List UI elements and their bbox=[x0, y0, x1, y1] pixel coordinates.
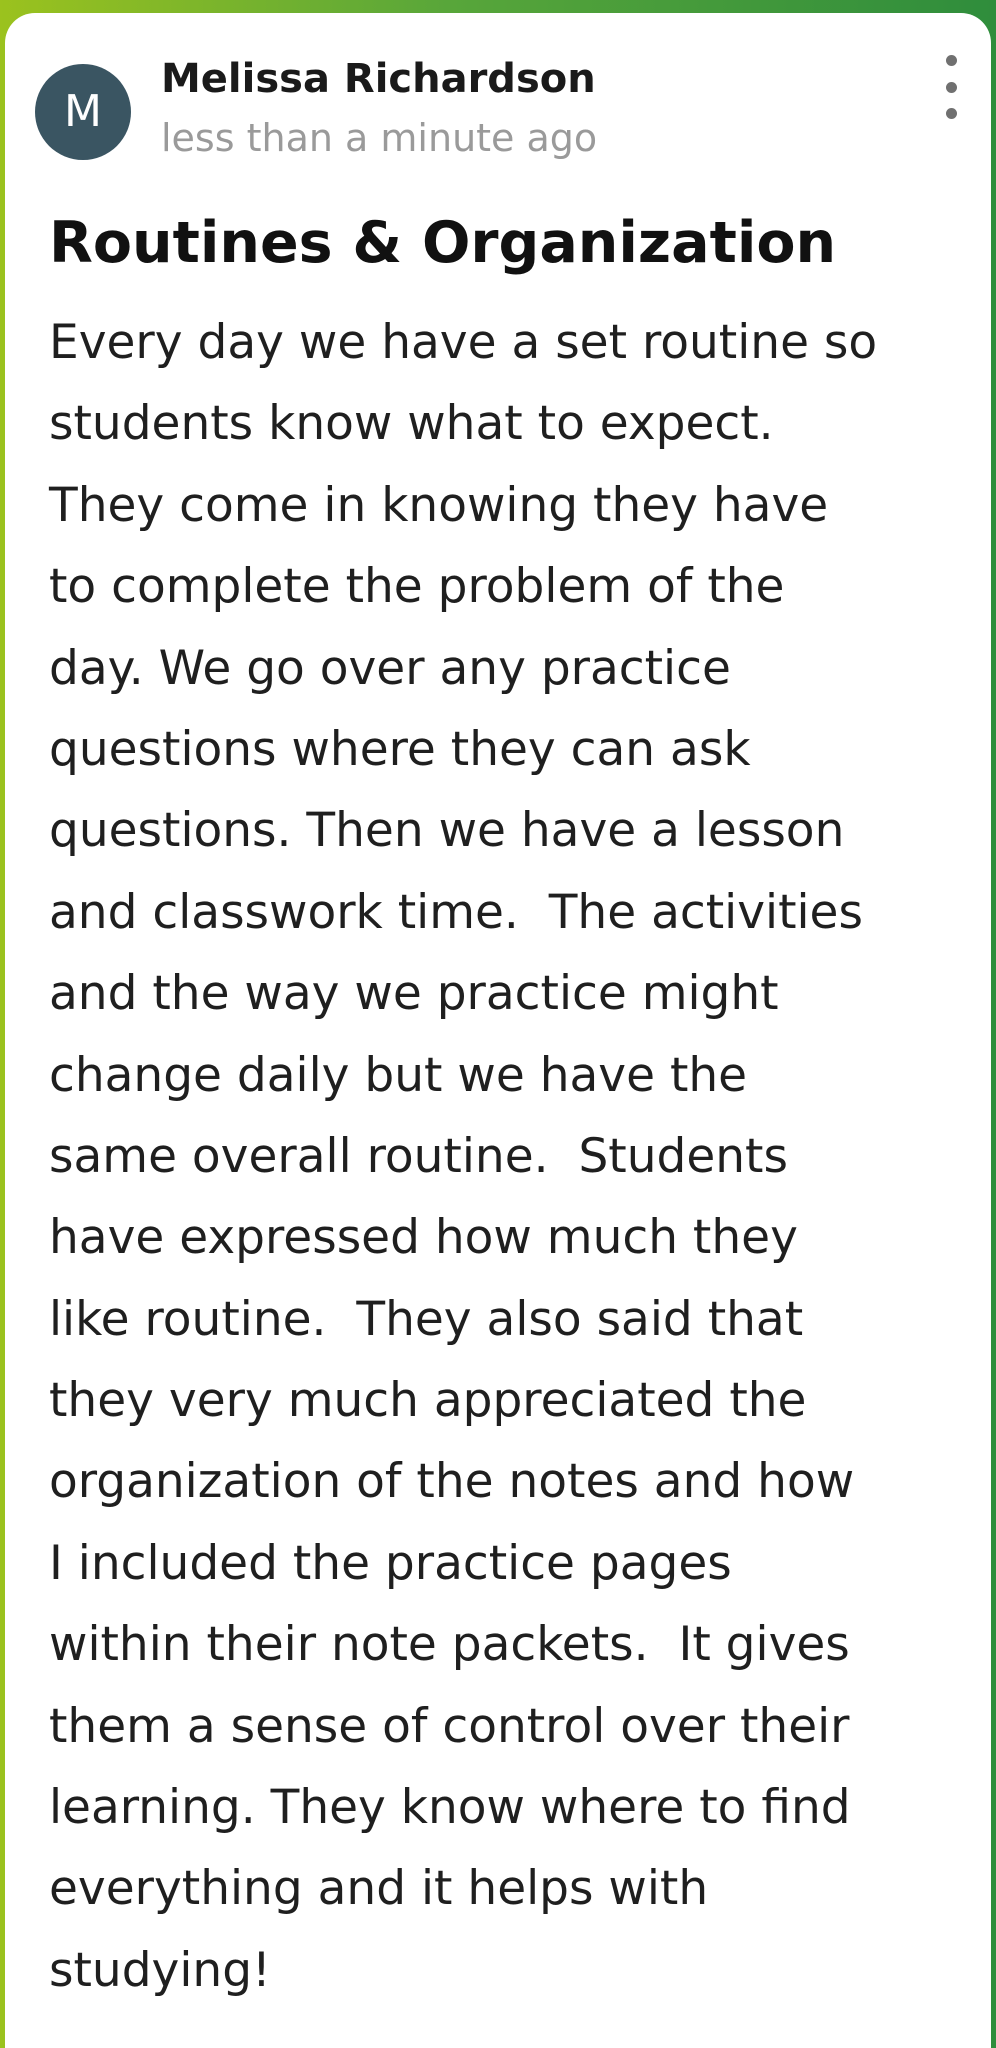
post-card bbox=[5, 13, 991, 2048]
post-body-line: Every day we have a set routine so bbox=[49, 315, 878, 370]
post-body-line: organization of the notes and how bbox=[49, 1454, 855, 1510]
post-body-line: questions where they can ask bbox=[49, 721, 751, 777]
post-body-line: day. We go over any practice bbox=[49, 640, 731, 696]
post-body-line: and classwork time. The activities bbox=[49, 884, 863, 940]
post-body-line: within their note packets. It gives bbox=[49, 1617, 850, 1673]
post-body-line: I included the practice pages bbox=[49, 1535, 732, 1591]
post-title: Routines & Organization bbox=[49, 210, 837, 276]
menu-dot bbox=[946, 55, 957, 66]
post-body-line: They come in knowing they have bbox=[49, 477, 829, 533]
more-vertical-icon[interactable] bbox=[931, 55, 971, 119]
post-body-line: they very much appreciated the bbox=[49, 1373, 807, 1429]
post-body-line: them a sense of control over their bbox=[49, 1698, 850, 1754]
post-body-line: students know what to expect. bbox=[49, 396, 774, 452]
post-body-line: learning. They know where to find bbox=[49, 1780, 851, 1836]
author-name: Melissa Richardson bbox=[161, 56, 596, 102]
post-body-line: to complete the problem of the bbox=[49, 559, 785, 615]
post-body-line: same overall routine. Students bbox=[49, 1128, 788, 1184]
post-body-line: and the way we practice might bbox=[49, 966, 779, 1022]
post-body bbox=[49, 302, 949, 2011]
post-timestamp: less than a minute ago bbox=[161, 116, 598, 160]
post-body-line: have expressed how much they bbox=[49, 1210, 798, 1266]
post-body-line: questions. Then we have a lesson bbox=[49, 803, 845, 859]
post-body-line: studying! bbox=[49, 1942, 271, 1998]
post-body-line: change daily but we have the bbox=[49, 1047, 748, 1103]
menu-dot bbox=[946, 82, 957, 93]
avatar[interactable]: M bbox=[35, 64, 131, 160]
post-body-line: everything and it helps with bbox=[49, 1861, 709, 1917]
menu-dot bbox=[946, 108, 957, 119]
post-body-line: like routine. They also said that bbox=[49, 1291, 804, 1347]
